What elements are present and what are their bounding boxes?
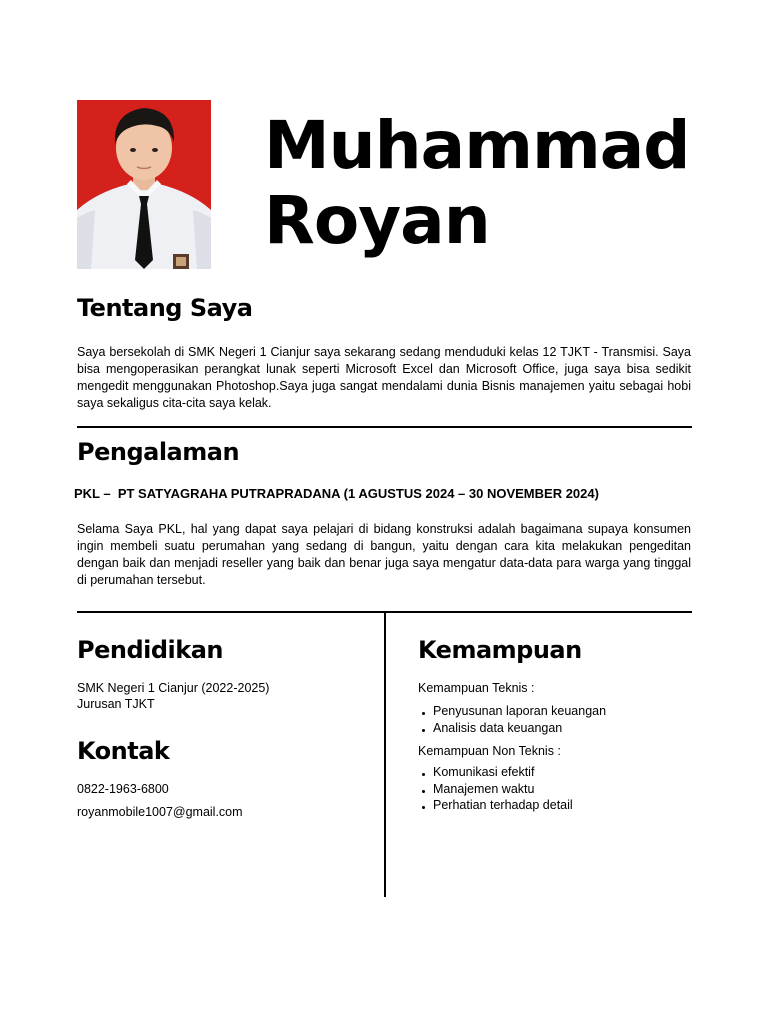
- about-heading: Tentang Saya: [77, 294, 253, 322]
- education-heading: Pendidikan: [77, 636, 224, 664]
- experience-heading: Pengalaman: [77, 438, 240, 466]
- contact-phone: 0822-1963-6800: [77, 782, 169, 796]
- name-first: Muhammad: [264, 107, 690, 184]
- skills-nontechnical-label: Kemampuan Non Teknis :: [418, 744, 561, 758]
- list-item: Penyusunan laporan keuangan: [418, 703, 606, 720]
- experience-text: Selama Saya PKL, hal yang dapat saya pelajari di bidang konstruksi adalah bagaimana supaya konsumen ingin membeli suatu perumahan yang sedang di bangun, yaitu dengan cara kita melakukan pengeditan dengan baik dan menjadi reseller yang baik dan benar juga saya mengatur data-data para warga yang tinggal di perumahan tersebut.: [77, 522, 691, 587]
- name-last: Royan: [264, 182, 490, 259]
- list-item: Manajemen waktu: [418, 781, 573, 798]
- skills-nontechnical-list: [418, 764, 573, 814]
- skills-heading: Kemampuan: [418, 636, 582, 664]
- contact-heading: Kontak: [77, 737, 170, 765]
- section-divider-1: [77, 426, 692, 428]
- list-item: Perhatian terhadap detail: [418, 797, 573, 814]
- profile-photo: [77, 100, 211, 269]
- experience-title: PKL – PT SATYAGRAHA PUTRAPRADANA (1 AGUSTUS 2024 – 30 NOVEMBER 2024): [74, 486, 599, 501]
- education-school: SMK Negeri 1 Cianjur (2022-2025): [77, 681, 270, 695]
- profile-photo-illustration: [77, 100, 211, 269]
- column-divider: [384, 613, 386, 897]
- education-major: Jurusan TJKT: [77, 697, 155, 711]
- list-item: Komunikasi efektif: [418, 764, 573, 781]
- about-text: Saya bersekolah di SMK Negeri 1 Cianjur saya sekarang sedang menduduki kelas 12 TJKT - Transmisi. Saya bisa mengoperasikan perangkat lunak seperti Microsoft Excel dan Microsoft Office, juga saya bisa sedikit mengedit menggunakan Photoshop.Saya juga sangat mendalami dunia Bisnis manajemen yaitu sebagai hobi saya sekaligus cita-cita saya kelak.: [77, 345, 691, 410]
- skills-technical-label: Kemampuan Teknis :: [418, 681, 535, 695]
- contact-email: royanmobile1007@gmail.com: [77, 805, 243, 819]
- skills-technical-list: [418, 703, 606, 736]
- list-item: Analisis data keuangan: [418, 720, 606, 737]
